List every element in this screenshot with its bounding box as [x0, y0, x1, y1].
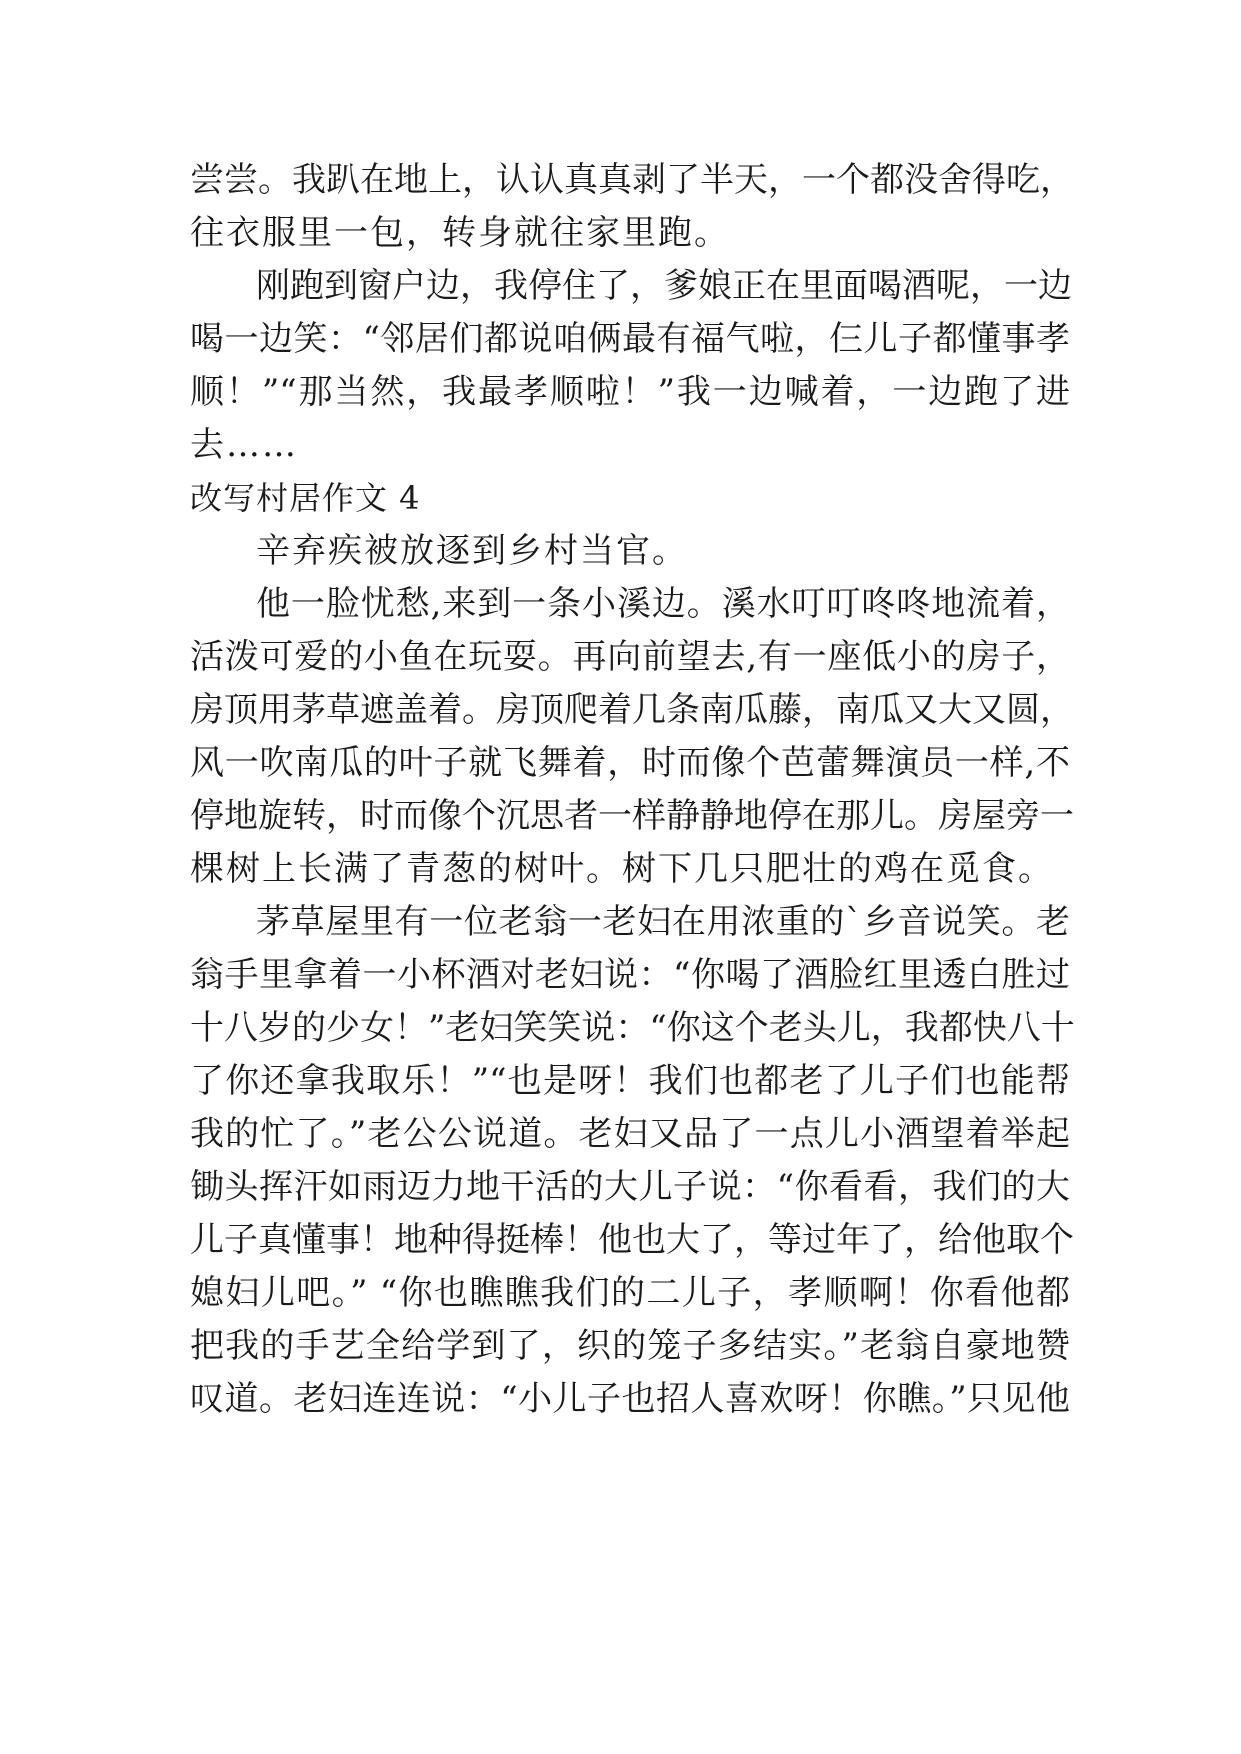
text-line: 喝一边笑：“邻居们都说咱俩最有福气啦，仨儿子都懂事孝 — [190, 319, 1070, 359]
text-line: 尝尝。我趴在地上，认认真真剥了半天，一个都没舍得吃， — [190, 160, 1074, 200]
text-line: 翁手里拿着一小杯酒对老妇说：“你喝了酒脸红里透白胜过 — [190, 955, 1070, 995]
text-line: 房顶用茅草遮盖着。房顶爬着几条南瓜藤，南瓜又大又圆， — [190, 690, 1074, 730]
text-line: 我的忙了。”老公公说道。老妇又品了一点儿小酒望着举起 — [190, 1114, 1070, 1154]
text-line: 他一脸忧愁,来到一条小溪边。溪水叮叮咚咚地流着， — [256, 584, 1070, 624]
text-line: 往衣服里一包，转身就往家里跑。 — [190, 213, 730, 253]
text-line: 活泼可爱的小鱼在玩耍。再向前望去,有一座低小的房子， — [190, 637, 1070, 677]
text-line: 棵树上长满了青葱的树叶。树下几只肥壮的鸡在觅食。 — [190, 849, 1054, 889]
text-line: 把我的手艺全给学到了，织的笼子多结实。”老翁自豪地赞 — [190, 1326, 1070, 1366]
text-line: 风一吹南瓜的叶子就飞舞着，时而像个芭蕾舞演员一样,不 — [190, 743, 1070, 783]
text-line: 儿子真懂事！地种得挺棒！他也大了，等过年了，给他取个 — [190, 1220, 1074, 1260]
text-line: 叹道。老妇连连说：“小儿子也招人喜欢呀！你瞧。”只见他 — [190, 1379, 1070, 1419]
section-heading: 改写村居作文 4 — [190, 479, 421, 517]
text-line: 顺！”“那当然，我最孝顺啦！”我一边喊着，一边跑了进 — [190, 372, 1070, 412]
text-line: 媳妇儿吧。” “你也瞧瞧我们的二儿子，孝顺啊！你看他都 — [190, 1273, 1070, 1313]
text-line: 辛弃疾被放逐到乡村当官。 — [256, 531, 688, 571]
text-line: 停地旋转，时而像个沉思者一样静静地停在那儿。房屋旁一 — [190, 796, 1074, 836]
text-line: 十八岁的少女！”老妇笑笑说：“你这个老头儿，我都快八十 — [190, 1008, 1075, 1048]
text-line: 锄头挥汗如雨迈力地干活的大儿子说：“你看看，我们的大 — [190, 1167, 1070, 1207]
text-line: 了你还拿我取乐！”“也是呀！我们也都老了儿子们也能帮 — [190, 1061, 1070, 1101]
text-line: 茅草屋里有一位老翁一老妇在用浓重的`乡音说笑。老 — [256, 902, 1070, 942]
text-line: 去…… — [190, 425, 298, 465]
text-line: 刚跑到窗户边，我停住了，爹娘正在里面喝酒呢，一边 — [256, 266, 1072, 306]
